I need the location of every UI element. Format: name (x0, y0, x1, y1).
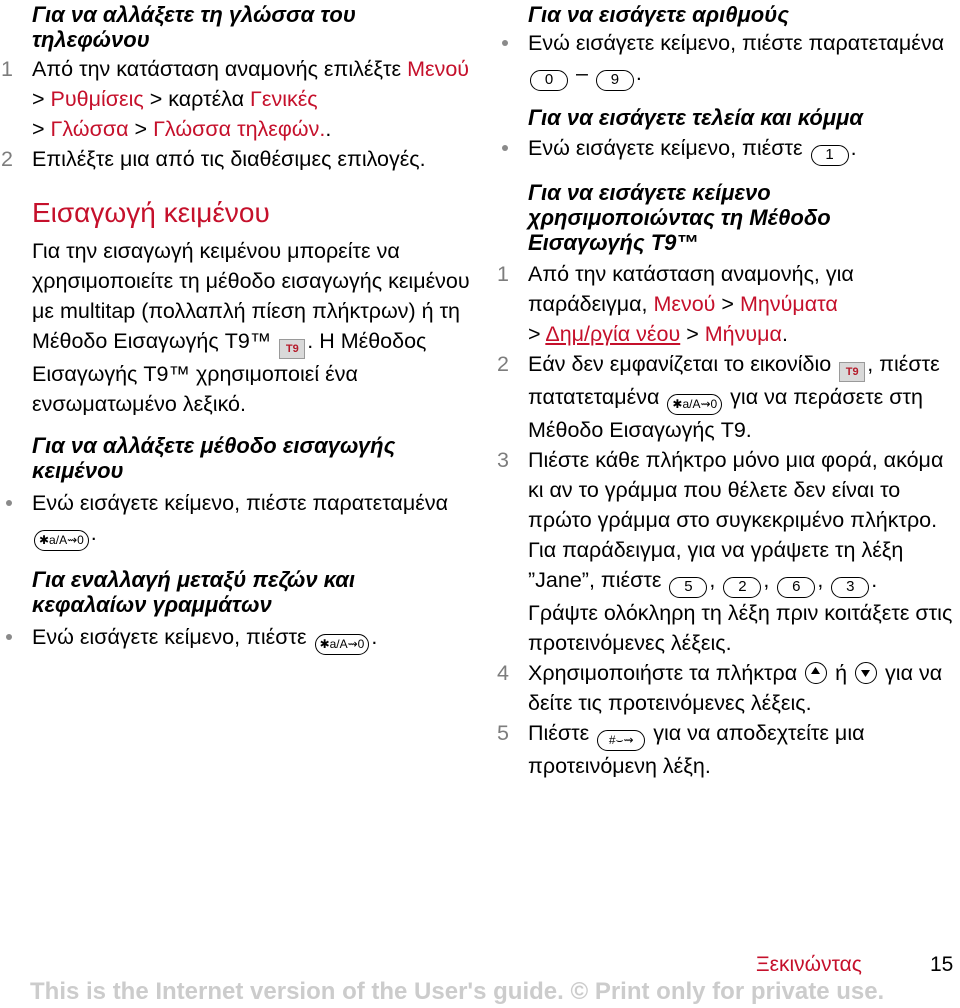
bullet-dot-icon (6, 634, 12, 640)
period: . (371, 625, 378, 649)
t9-icon: T9 (279, 339, 305, 359)
message-link: Μήνυμα (704, 322, 782, 346)
step-number: 1 (497, 262, 509, 286)
t9-input-heading: Για να εισάγετε κείμενο χρησιμοποιώντας τη Μέθοδο Εισαγωγής T9™ (528, 180, 831, 255)
step-text: για να αποδεχτείτε μια προτεινόμενη λέξη. (528, 721, 865, 778)
method-bullet (32, 488, 472, 551)
bullet-text: Ενώ εισάγετε κείμενο, πιέστε παρατεταμένα (32, 491, 449, 515)
sep: > (128, 117, 154, 141)
key-5-icon: 5 (669, 577, 707, 598)
phone-language-link: Γλώσσα τηλεφών. (153, 117, 326, 141)
t9-step-1 (497, 259, 953, 349)
step-number: 3 (497, 448, 509, 472)
sep: > (528, 322, 546, 346)
create-new-link: Δημ/ργία νέου (545, 322, 681, 346)
right-column (497, 0, 953, 781)
change-language-heading: Για να αλλάξετε τη γλώσσα του τηλεφώνου (32, 2, 356, 52)
lang-step-2 (1, 144, 472, 174)
step-text: Εάν δεν εμφανίζεται το εικονίδιο (528, 352, 838, 376)
step-number: 1 (1, 57, 13, 81)
step-text: Από την κατάσταση αναμονής, για παράδειγμα, (528, 262, 854, 316)
bullet-text: Ενώ εισάγετε κείμενο, πιέστε (32, 625, 313, 649)
language-link: Γλώσσα (50, 117, 129, 141)
period: . (850, 136, 857, 160)
step-text: . Γράψτε ολόκληρη τη λέξη πριν κοιτάξετε στις προτεινόμενες λέξεις. (528, 568, 953, 655)
navigation-up-icon (805, 662, 827, 684)
key-3-icon: 3 (831, 577, 869, 598)
bullet-dot-icon (502, 40, 508, 46)
sep: > (715, 292, 740, 316)
step-text: , πιέστε πατατεταμένα (528, 352, 940, 409)
menu-link: Μενού (653, 292, 716, 316)
step-text: Χρησιμοποιήστε τα πλήκτρα (528, 661, 804, 685)
t9-step-2 (497, 349, 953, 445)
numbers-bullet (528, 28, 953, 91)
key-6-icon: 6 (777, 577, 815, 598)
step-number: 4 (497, 661, 509, 685)
step-text: για να περάσετε στη Μέθοδο Εισαγωγής T9. (528, 385, 923, 442)
step-text: Πιέστε (528, 721, 596, 745)
internet-version-watermark: This is the Internet version of the User's guide. © Print only for private use. (30, 978, 885, 1005)
comma: , (709, 568, 722, 592)
t9-icon: T9 (839, 362, 865, 382)
or: ή (829, 661, 854, 685)
case-switch-heading: Για εναλλαγή μεταξύ πεζών και κεφαλαίων γραμμάτων (32, 567, 356, 617)
bullet-dot-icon (502, 145, 508, 151)
dash: – (570, 61, 594, 85)
change-input-method-heading: Για να αλλάξετε μέθοδο εισαγωγής κειμένου (32, 433, 396, 483)
star-key-icon: ✱a/A⇝0 (667, 394, 722, 415)
t9-step-4 (497, 658, 953, 718)
step-number: 2 (497, 352, 509, 376)
step-text: Πιέστε κάθε πλήκτρο μόνο μια φορά, ακόμα κι αν το γράμμα που θέλετε δεν είναι το πρώτο γράμμα στο συγκεκριμένο πλήκτρο. Για παράδειγμα, για να γράψετε τη λέξη ”Jane”, πιέστε (528, 448, 944, 592)
comma: , (763, 568, 776, 592)
key-2-icon: 2 (723, 577, 761, 598)
period: . (325, 117, 332, 141)
star-key-icon: ✱a/A⇝0 (315, 634, 370, 655)
intro-text: . Η Μέθοδος Εισαγωγής T9™ χρησιμοποιεί ένα ενσωματωμένο λεξικό. (32, 329, 427, 416)
punct-bullet (528, 133, 953, 166)
menu-link: Μενού (407, 57, 470, 81)
case-bullet (32, 622, 472, 655)
key-9-icon: 9 (596, 70, 634, 91)
period: . (781, 322, 788, 346)
chapter-name: Ξεκινώντας (756, 953, 862, 976)
enter-punctuation-heading: Για να εισάγετε τελεία και κόμμα (528, 105, 864, 130)
bullet-text: Ενώ εισάγετε κείμενο, πιέστε παρατεταμένα (528, 31, 945, 55)
key-1-icon: 1 (811, 145, 849, 166)
period: . (635, 61, 642, 85)
step-number: 5 (497, 721, 509, 745)
sep: > (680, 322, 705, 346)
lang-step-1 (1, 54, 472, 144)
step-text: Επιλέξτε μια από τις διαθέσιμες επιλογές. (32, 147, 426, 171)
messages-link: Μηνύματα (739, 292, 838, 316)
step-number: 2 (1, 147, 13, 171)
comma: , (817, 568, 830, 592)
enter-numbers-heading: Για να εισάγετε αριθμούς (528, 2, 789, 27)
text-input-section-title: Εισαγωγή κειμένου (32, 197, 270, 228)
hash-key-icon: #⌣⇝ (597, 730, 645, 751)
settings-link: Ρυθμίσεις (50, 87, 144, 111)
bullet-dot-icon (6, 500, 12, 506)
sep: > (32, 117, 51, 141)
step-text: Από την κατάσταση αναμονής επιλέξτε (32, 57, 408, 81)
intro-text: Για την εισαγωγή κειμένου μπορείτε να χρησιμοποιείτε τη μέθοδο εισαγωγής κειμένου με multitap (πολλαπλή πίεση πλήκτρων) ή τη Μέθοδο Εισαγωγής T9™ (32, 239, 470, 353)
period: . (90, 521, 97, 545)
t9-step-3 (497, 445, 953, 658)
bullet-text: Ενώ εισάγετε κείμενο, πιέστε (528, 136, 809, 160)
page-number: 15 (930, 953, 954, 976)
step-text: για να δείτε τις προτεινόμενες λέξεις. (528, 661, 943, 715)
sep: > καρτέλα (143, 87, 251, 111)
general-tab-link: Γενικές (250, 87, 318, 111)
sep: > (32, 87, 51, 111)
key-0-icon: 0 (530, 70, 568, 91)
navigation-down-icon (855, 662, 877, 684)
star-key-icon: ✱a/A⇝0 (34, 530, 89, 551)
t9-step-5 (497, 718, 953, 781)
left-column (1, 0, 472, 655)
text-input-intro (32, 236, 472, 419)
